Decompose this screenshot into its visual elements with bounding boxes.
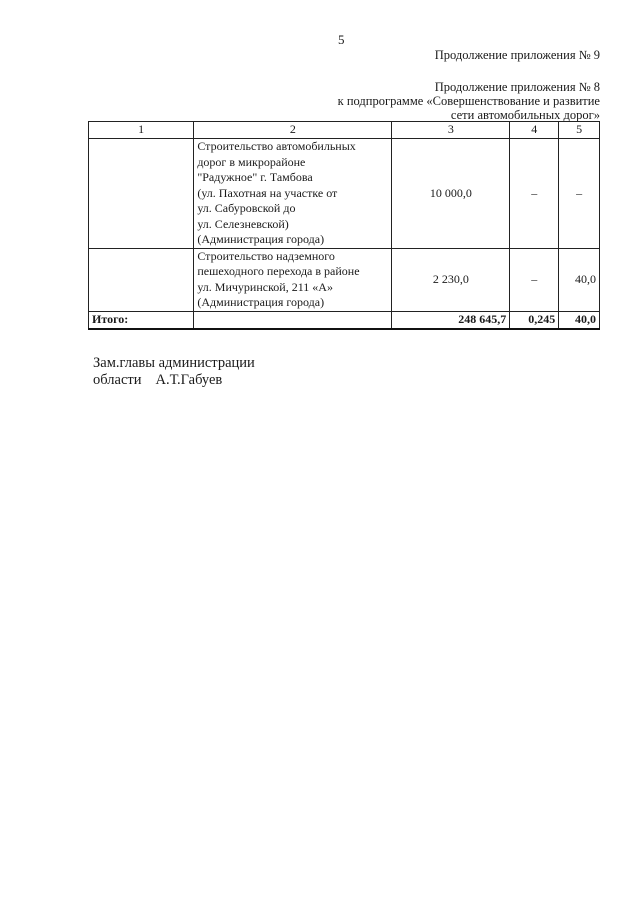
total-col5: 40,0 xyxy=(559,311,600,329)
signatory-name: А.Т.Габуев xyxy=(155,372,223,388)
total-label: Итого: xyxy=(89,311,194,329)
table-cell-col4: – xyxy=(510,139,559,249)
signature-title: Зам.главы администрации xyxy=(93,355,255,371)
appendix-table xyxy=(88,121,600,330)
description-line: (ул. Пахотная на участке от xyxy=(197,185,338,200)
signature-block xyxy=(93,355,255,389)
subprogram-caption-line-1: к подпрограмме «Совершенствование и развитие xyxy=(337,94,600,108)
table-cell-col5: – xyxy=(559,139,600,249)
table-cell-col4: – xyxy=(510,248,559,311)
description-line: пешеходного перехода в районе xyxy=(197,264,360,278)
total-row xyxy=(89,311,600,329)
appendix-9-caption: Продолжение приложения № 9 xyxy=(434,48,600,62)
description-line: ул. Сабуровской до xyxy=(197,201,296,215)
subprogram-caption-line-2: сети автомобильных дорог» xyxy=(450,108,600,122)
description-line: ул. Мичуринской, 211 «А» xyxy=(197,279,333,294)
table-row xyxy=(89,248,600,311)
signature-region: области xyxy=(93,372,142,388)
description-line: ул. Селезневской) xyxy=(197,216,289,231)
column-header: 4 xyxy=(510,122,559,139)
table-cell-col1 xyxy=(89,139,194,249)
table-header-row xyxy=(89,122,600,139)
table-row xyxy=(89,139,600,249)
table-cell-col1 xyxy=(89,248,194,311)
total-amount: 248 645,7 xyxy=(392,311,510,329)
appendix-8-caption: Продолжение приложения № 8 xyxy=(434,80,600,94)
column-header: 3 xyxy=(392,122,510,139)
column-header: 5 xyxy=(559,122,600,139)
table-cell-col2 xyxy=(194,311,392,329)
description-line: Строительство надземного xyxy=(197,248,335,263)
signature-line-2 xyxy=(93,372,255,389)
project-description xyxy=(194,248,392,311)
column-header: 1 xyxy=(89,122,194,139)
total-col4: 0,245 xyxy=(510,311,559,329)
amount-cell: 2 230,0 xyxy=(392,248,510,311)
description-line: "Радужное" г. Тамбова xyxy=(197,170,313,184)
description-line: дорог в микрорайоне xyxy=(197,154,306,169)
column-header: 2 xyxy=(194,122,392,139)
project-description xyxy=(194,139,392,249)
page-number: 5 xyxy=(338,32,345,47)
amount-cell: 10 000,0 xyxy=(392,139,510,249)
description-line: (Администрация города) xyxy=(197,232,325,246)
description-line: Строительство автомобильных xyxy=(197,139,356,153)
description-line: (Администрация города) xyxy=(197,295,325,309)
table-cell-col5: 40,0 xyxy=(559,248,600,311)
